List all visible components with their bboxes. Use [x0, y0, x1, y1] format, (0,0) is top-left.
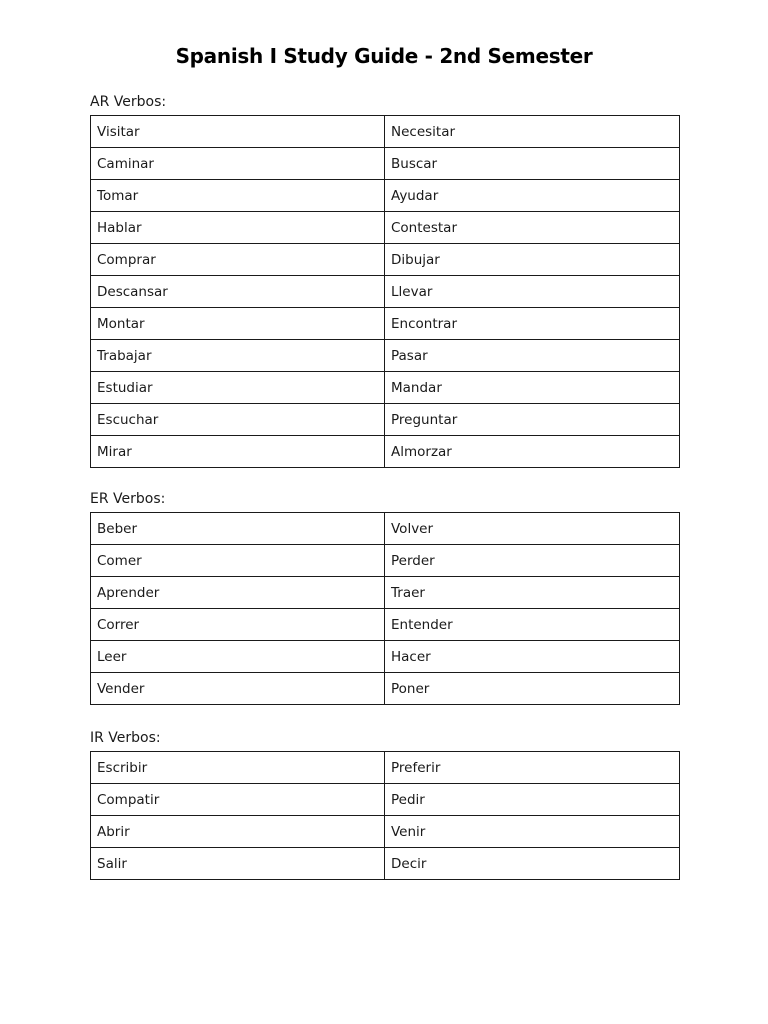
- er-verbs-table: [90, 512, 680, 705]
- verb-cell: Comprar: [91, 244, 385, 276]
- table-row: [91, 848, 680, 880]
- table-row: [91, 752, 680, 784]
- verb-cell: Comer: [91, 545, 385, 577]
- verb-cell: Llevar: [385, 276, 680, 308]
- verb-cell: Decir: [385, 848, 680, 880]
- verb-cell: Venir: [385, 816, 680, 848]
- table-row: [91, 436, 680, 468]
- section-label-er: ER Verbos:: [90, 491, 166, 507]
- verb-cell: Pedir: [385, 784, 680, 816]
- verb-cell: Entender: [385, 609, 680, 641]
- table-row: [91, 308, 680, 340]
- verb-cell: Encontrar: [385, 308, 680, 340]
- table-row: [91, 513, 680, 545]
- verb-cell: Salir: [91, 848, 385, 880]
- verb-cell: Vender: [91, 673, 385, 705]
- table-row: [91, 784, 680, 816]
- verb-cell: Perder: [385, 545, 680, 577]
- verb-cell: Necesitar: [385, 116, 680, 148]
- table-row: [91, 609, 680, 641]
- table-row: [91, 180, 680, 212]
- table-row: [91, 340, 680, 372]
- verb-cell: Trabajar: [91, 340, 385, 372]
- table-row: [91, 148, 680, 180]
- ar-verbs-table: [90, 115, 680, 468]
- verb-cell: Compatir: [91, 784, 385, 816]
- verb-cell: Escribir: [91, 752, 385, 784]
- table-row: [91, 276, 680, 308]
- table-row: [91, 244, 680, 276]
- verb-cell: Montar: [91, 308, 385, 340]
- table-row: [91, 372, 680, 404]
- verb-cell: Preferir: [385, 752, 680, 784]
- table-row: [91, 404, 680, 436]
- table-row: [91, 816, 680, 848]
- table-row: [91, 641, 680, 673]
- verb-cell: Abrir: [91, 816, 385, 848]
- verb-cell: Visitar: [91, 116, 385, 148]
- verb-cell: Hablar: [91, 212, 385, 244]
- verb-cell: Caminar: [91, 148, 385, 180]
- verb-cell: Mandar: [385, 372, 680, 404]
- section-label-ar: AR Verbos:: [90, 94, 167, 110]
- verb-cell: Almorzar: [385, 436, 680, 468]
- verb-cell: Poner: [385, 673, 680, 705]
- verb-cell: Beber: [91, 513, 385, 545]
- verb-cell: Preguntar: [385, 404, 680, 436]
- verb-cell: Contestar: [385, 212, 680, 244]
- verb-cell: Pasar: [385, 340, 680, 372]
- verb-cell: Ayudar: [385, 180, 680, 212]
- table-row: [91, 212, 680, 244]
- verb-cell: Escuchar: [91, 404, 385, 436]
- verb-cell: Estudiar: [91, 372, 385, 404]
- verb-cell: Buscar: [385, 148, 680, 180]
- verb-cell: Aprender: [91, 577, 385, 609]
- verb-cell: Hacer: [385, 641, 680, 673]
- verb-cell: Descansar: [91, 276, 385, 308]
- ir-verbs-table: [90, 751, 680, 880]
- table-row: [91, 545, 680, 577]
- verb-cell: Tomar: [91, 180, 385, 212]
- verb-cell: Volver: [385, 513, 680, 545]
- table-row: [91, 116, 680, 148]
- table-row: [91, 577, 680, 609]
- verb-cell: Correr: [91, 609, 385, 641]
- verb-cell: Mirar: [91, 436, 385, 468]
- table-row: [91, 673, 680, 705]
- verb-cell: Leer: [91, 641, 385, 673]
- verb-cell: Traer: [385, 577, 680, 609]
- verb-cell: Dibujar: [385, 244, 680, 276]
- section-label-ir: IR Verbos:: [90, 730, 161, 746]
- page-title: Spanish I Study Guide - 2nd Semester: [175, 44, 593, 68]
